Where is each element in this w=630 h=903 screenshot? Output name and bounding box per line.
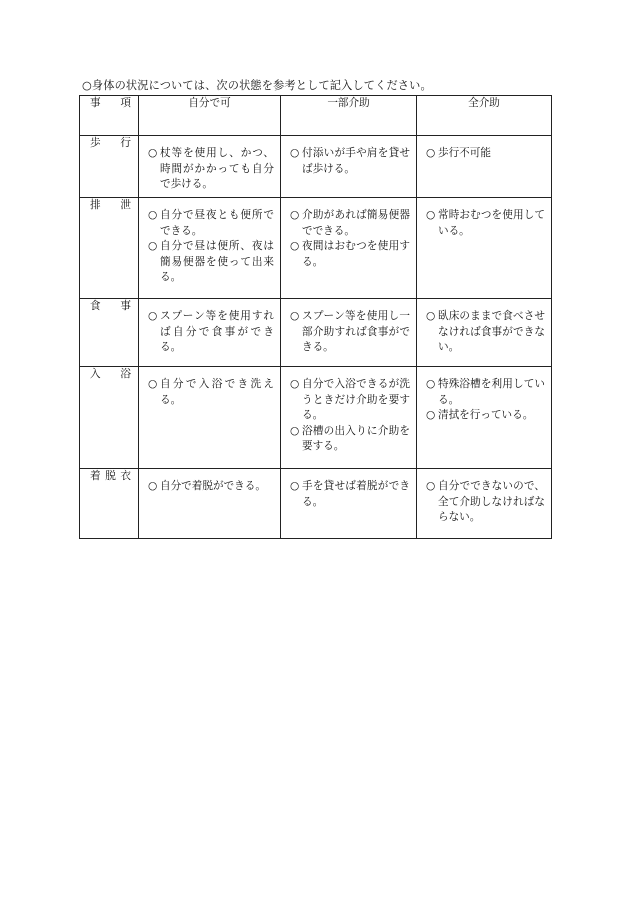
criteria-text: 自分でできないので、全て介助しなければならない。 [438, 480, 545, 523]
criteria-entry [290, 146, 410, 177]
cell-full [417, 469, 552, 539]
row-label-char: 着 [90, 470, 101, 482]
criteria-entry [148, 239, 274, 286]
header-full-assistance: 全介助 [417, 96, 552, 136]
criteria-text: 自分で着脱ができる。 [160, 480, 266, 492]
criteria-text: 常時おむつを使用している。 [438, 209, 545, 237]
circle-bullet-icon: ○ [290, 480, 300, 492]
header-item-label [80, 96, 138, 112]
header-item [80, 96, 139, 136]
instruction-text: ○身体の状況については、次の状態を参考として記入してください。 [82, 79, 432, 92]
criteria-text: スプーン等を使用し一部介助すれば食事ができる。 [302, 310, 410, 353]
criteria-entry [426, 377, 545, 408]
cell-independent [139, 198, 281, 299]
criteria-entry [148, 146, 274, 193]
row-label-bathing [80, 367, 139, 469]
circle-bullet-icon: ○ [426, 310, 436, 322]
row-label-char: 食 [90, 300, 101, 312]
criteria-entry [148, 377, 274, 408]
row-label-char: 入 [90, 368, 101, 380]
row-label-char: 衣 [120, 470, 131, 482]
criteria-entry [290, 208, 410, 239]
circle-bullet-icon: ○ [290, 147, 300, 159]
criteria-entry [290, 239, 410, 270]
circle-bullet-icon: ○ [290, 310, 300, 322]
cell-partial [281, 198, 417, 299]
table-row-dressing [80, 469, 552, 539]
circle-bullet-icon: ○ [148, 240, 158, 252]
cell-full [417, 367, 552, 469]
row-label-walking [80, 136, 139, 198]
criteria-entry [148, 479, 274, 495]
row-label-char: 浴 [120, 368, 131, 380]
table-row-excretion [80, 198, 552, 299]
cell-partial [281, 299, 417, 367]
row-label-excretion [80, 198, 139, 299]
row-label-eating [80, 299, 139, 367]
cell-independent [139, 367, 281, 469]
criteria-text: 自分で入浴でき洗える。 [160, 378, 274, 406]
criteria-text: 自分で昼夜とも便所でできる。 [160, 209, 274, 237]
criteria-entry [426, 309, 545, 356]
cell-independent [139, 469, 281, 539]
row-label-char: 排 [90, 199, 101, 211]
row-label-dressing [80, 469, 139, 539]
cell-full [417, 198, 552, 299]
cell-full [417, 299, 552, 367]
criteria-text: 歩行不可能 [438, 147, 491, 159]
criteria-entry [148, 208, 274, 239]
criteria-text: スプーン等を使用すれば自分で食事ができる。 [160, 310, 274, 353]
criteria-entry [290, 424, 410, 455]
criteria-text: 臥床のままで食べさせなければ食事ができない。 [438, 310, 545, 353]
circle-bullet-icon: ○ [148, 147, 158, 159]
circle-bullet-icon: ○ [290, 378, 300, 390]
circle-bullet-icon: ○ [290, 209, 300, 221]
criteria-entry [290, 377, 410, 424]
cell-full [417, 136, 552, 198]
cell-partial [281, 136, 417, 198]
circle-bullet-icon: ○ [290, 424, 300, 437]
circle-bullet-icon: ○ [426, 147, 436, 159]
criteria-text: 自分で昼は便所、夜は簡易便器を使って出来る。 [160, 240, 274, 283]
table-body [80, 136, 552, 539]
cell-independent [139, 299, 281, 367]
table-header-row [80, 96, 552, 136]
table-row-eating [80, 299, 552, 367]
criteria-text: 清拭を行っている。 [438, 409, 534, 421]
circle-bullet-icon: ○ [426, 480, 436, 492]
criteria-entry [426, 408, 545, 424]
criteria-text: 特殊浴槽を利用している。 [438, 378, 545, 406]
header-independent: 自分で可 [139, 96, 281, 136]
row-label-char: 泄 [120, 199, 131, 211]
criteria-text: 浴槽の出入りに介助を要する。 [302, 424, 410, 452]
circle-bullet-icon: ○ [426, 378, 436, 390]
cell-independent [139, 136, 281, 198]
criteria-entry [426, 479, 545, 526]
circle-bullet-icon: ○ [148, 310, 158, 322]
circle-bullet-icon: ○ [426, 409, 436, 421]
care-level-table [79, 95, 552, 539]
criteria-text: 手を貸せば着脱ができる。 [302, 480, 410, 508]
row-label-char: 事 [120, 300, 131, 312]
header-item-char: 事 [90, 97, 101, 109]
table-row-walking [80, 136, 552, 198]
header-partial-assistance: 一部介助 [281, 96, 417, 136]
cell-partial [281, 367, 417, 469]
criteria-entry [290, 479, 410, 510]
table-row-bathing [80, 367, 552, 469]
circle-bullet-icon: ○ [148, 480, 158, 492]
criteria-text: 自分で入浴できるが洗うときだけ介助を要する。 [302, 378, 410, 421]
criteria-entry [290, 309, 410, 356]
row-label-char: 脱 [105, 470, 116, 482]
circle-bullet-icon: ○ [290, 240, 300, 252]
criteria-entry [426, 146, 545, 162]
circle-bullet-icon: ○ [426, 209, 436, 221]
criteria-entry [426, 208, 545, 239]
criteria-text: 介助があれば簡易便器でできる。 [302, 209, 410, 237]
row-label-char: 歩 [90, 137, 101, 149]
circle-bullet-icon: ○ [148, 209, 158, 221]
criteria-entry [148, 309, 274, 356]
criteria-text: 杖等を使用し、かつ、時間がかかっても自分で歩ける。 [160, 147, 274, 190]
row-label-char: 行 [120, 137, 131, 149]
cell-partial [281, 469, 417, 539]
criteria-text: 付添いが手や肩を貸せば歩ける。 [302, 147, 410, 175]
circle-bullet-icon: ○ [148, 378, 158, 390]
criteria-text: 夜間はおむつを使用する。 [302, 240, 410, 268]
header-item-char: 項 [120, 97, 131, 109]
